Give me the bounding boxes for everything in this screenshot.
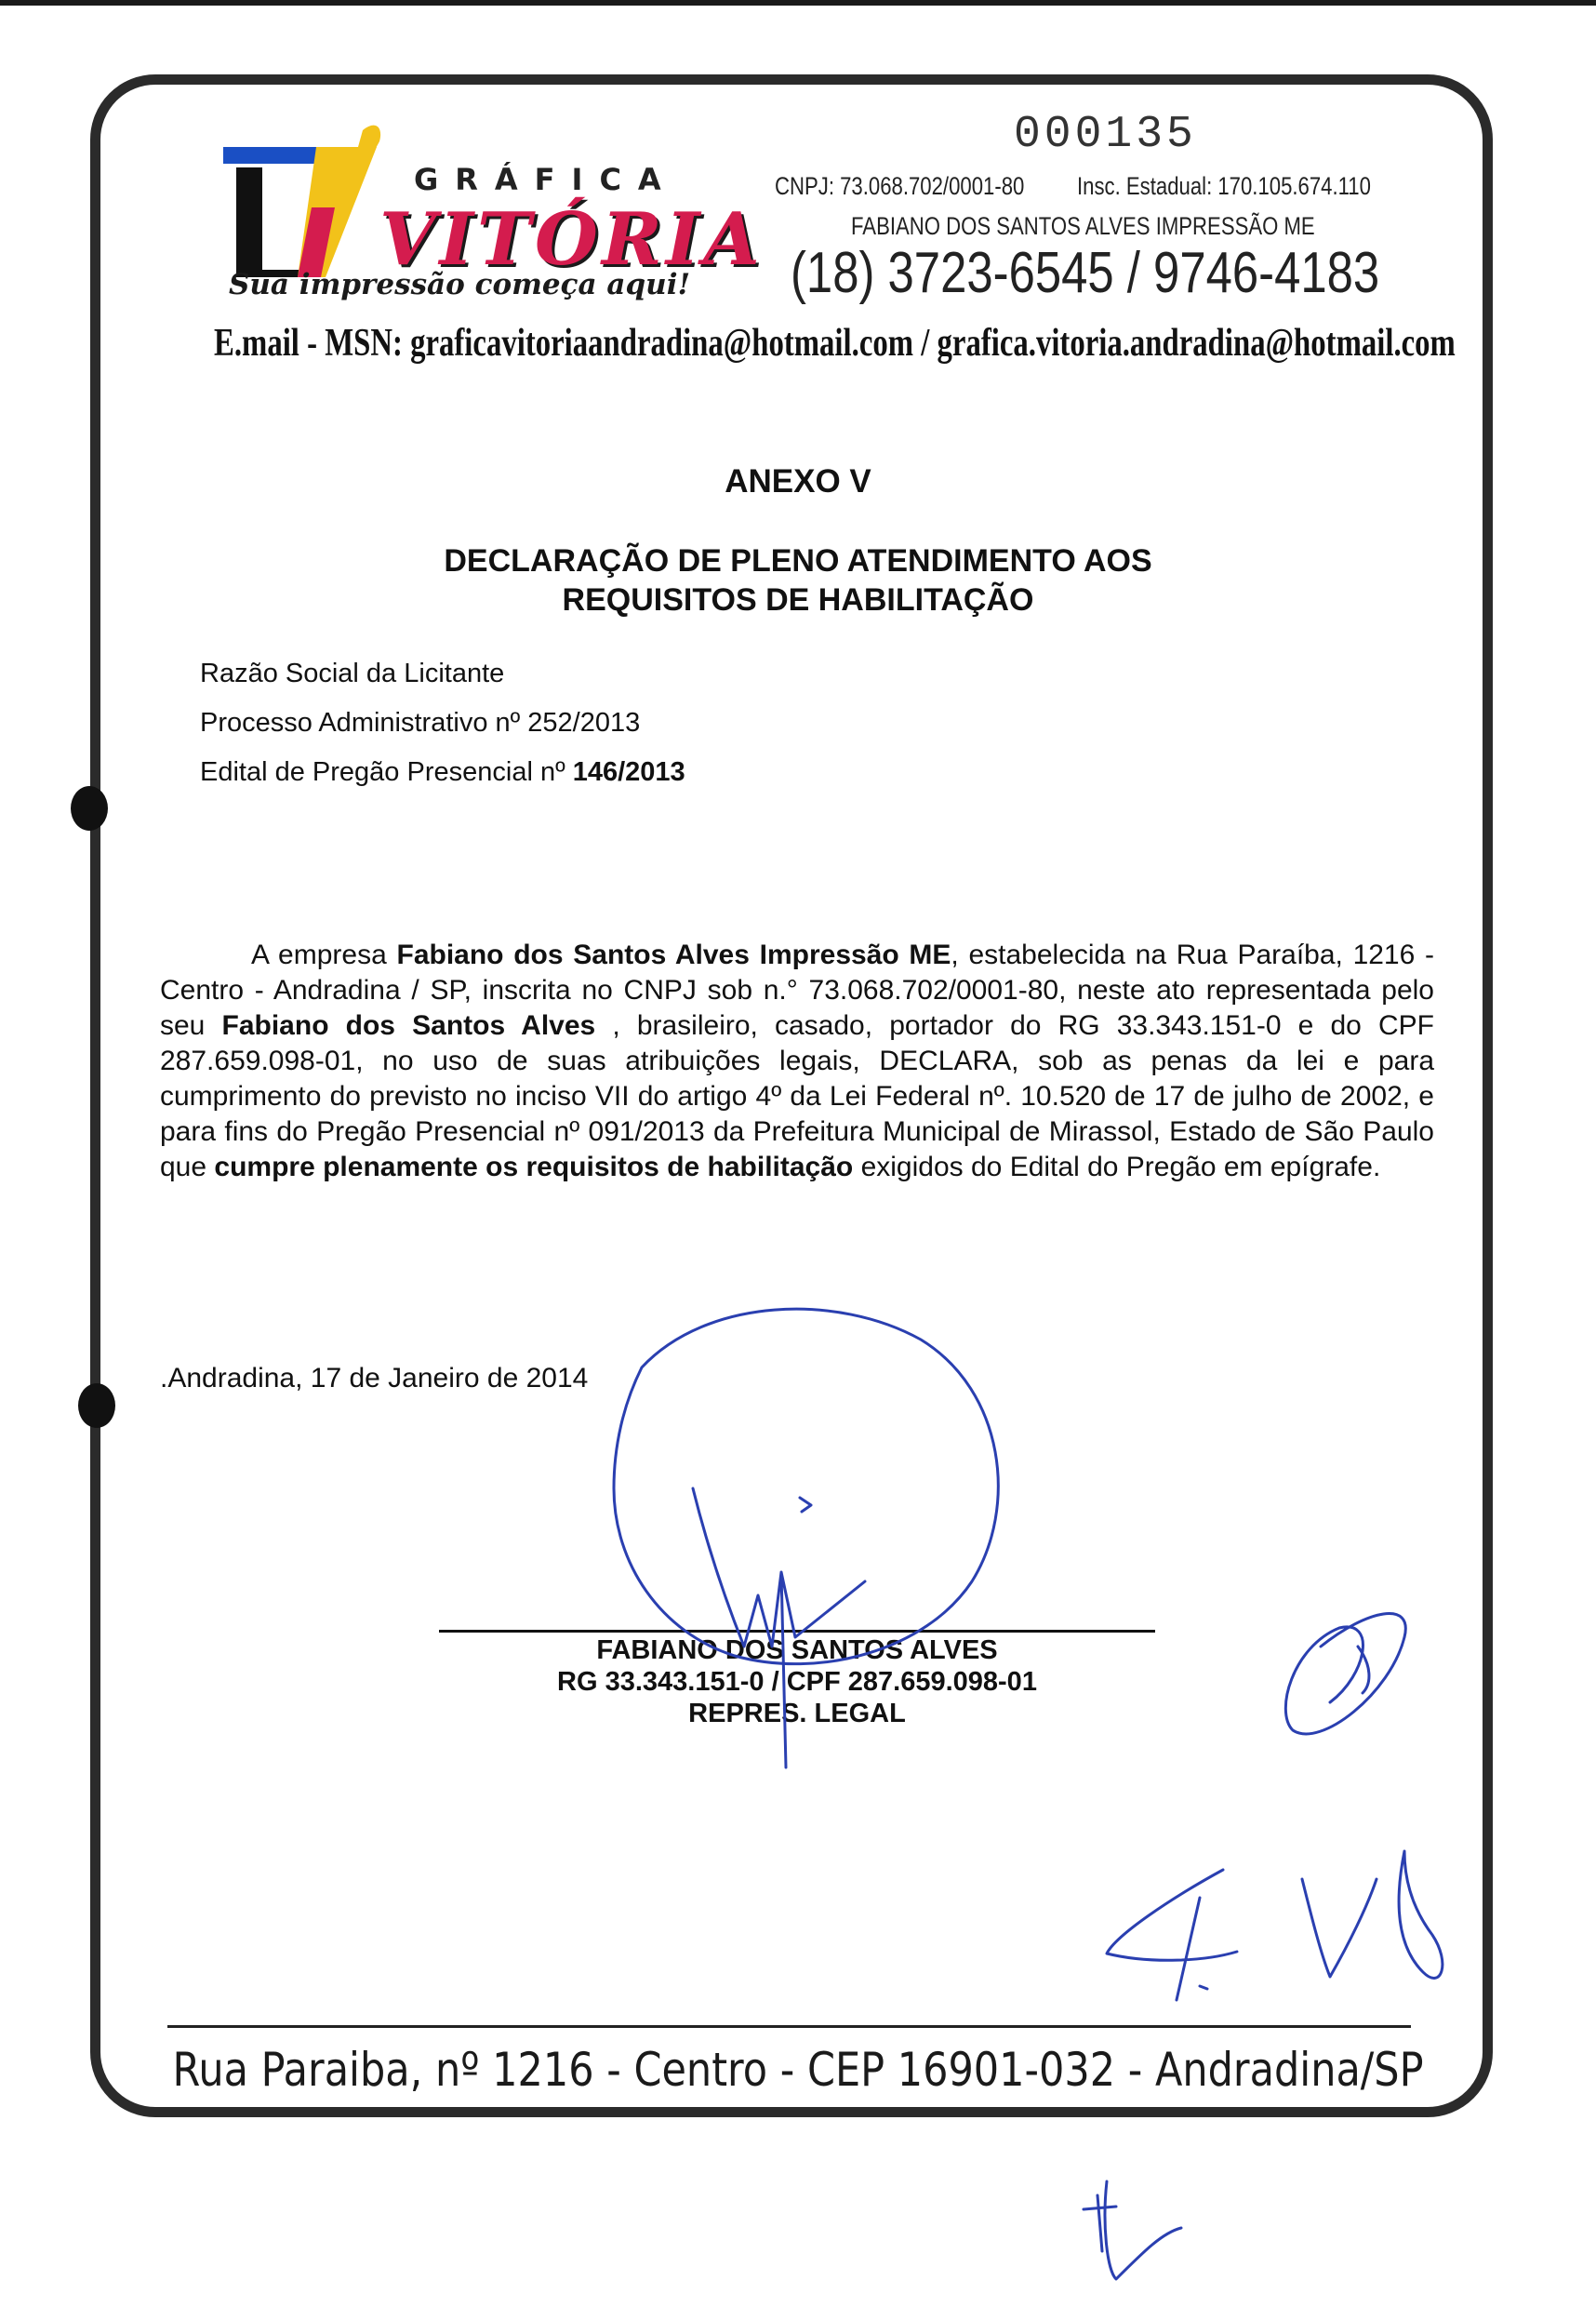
field-company-name: Razão Social da Licitante xyxy=(200,659,505,688)
body-part-1: A empresa xyxy=(251,940,397,970)
letterhead-owner: FABIANO DOS SANTOS ALVES IMPRESSÃO ME xyxy=(851,212,1315,240)
letterhead-phones: (18) 3723-6545 / 9746-4183 xyxy=(791,241,1380,305)
declaration-title-line2: REQUISITOS DE HABILITAÇÃO xyxy=(562,582,1034,618)
declaration-title-line1: DECLARAÇÃO DE PLENO ATENDIMENTO AOS xyxy=(444,543,1152,579)
tender-notice-label: Edital de Pregão Presencial nº xyxy=(200,757,573,787)
punch-hole-bottom xyxy=(78,1383,115,1428)
signatory-documents: RG 33.343.151-0 / CPF 287.659.098-01 xyxy=(557,1667,1037,1697)
company-logo xyxy=(223,119,764,305)
body-part-4: exigidos do Edital do Pregão em epígrafe. xyxy=(853,1152,1381,1182)
signatory-name: FABIANO DOS SANTOS ALVES xyxy=(596,1635,998,1665)
field-tender-notice xyxy=(200,757,685,788)
logo-brand-main: VITÓRIA xyxy=(379,197,764,282)
logo-slogan: Sua impressão começa aqui! xyxy=(229,268,691,301)
field-process-number: Processo Administrativo nº 252/2013 xyxy=(200,708,641,738)
declaration-body xyxy=(160,938,1434,1185)
logo-brand-top: GRÁFICA xyxy=(414,162,678,197)
annex-heading: ANEXO V xyxy=(725,463,871,500)
footer-rule xyxy=(167,2025,1411,2028)
letterhead-email: E.mail - MSN: graficavitoriaandradina@hotmail.com / grafica.vitoria.andradina@hotmail.com xyxy=(214,322,1456,365)
declaration-title xyxy=(0,541,1596,620)
document-number: 000135 xyxy=(1014,110,1197,160)
body-company: Fabiano dos Santos Alves Impressão ME xyxy=(396,940,951,970)
place-and-date: .Andradina, 17 de Janeiro de 2014 xyxy=(160,1363,589,1394)
body-representative: Fabiano dos Santos Alves xyxy=(221,1010,596,1041)
body-part-2: , estabelecida na Rua Paraíba, 1216 - Centro - Andradina / SP, inscrita no CNPJ sob n.° 73.068.702/0001-80, neste ato representada pelo seu xyxy=(160,940,1434,1041)
punch-hole-top xyxy=(71,786,108,831)
body-part-3: , brasileiro, casado, portador do RG 33.343.151-0 e do CPF 287.659.098-01, no uso de suas atribuições legais, DECLARA, sob as penas da lei e para cumprimento do previsto no inciso VII do artigo 4º da Lei Federal nº. 10.520 de 17 de julho de 2002, e para fins do Pregão Presencial nº 091/2013 da Prefeitura Municipal de Mirassol, Estado de São Paulo que xyxy=(160,1010,1434,1182)
signatory-role: REPRES. LEGAL xyxy=(688,1699,906,1728)
letterhead-state-registration: Insc. Estadual: 170.105.674.110 xyxy=(1077,172,1371,200)
letterhead-cnpj: CNPJ: 73.068.702/0001-80 xyxy=(775,172,1025,200)
scan-top-edge xyxy=(0,0,1596,6)
footer-address: Rua Paraiba, nº 1216 - Centro - CEP 16901-032 - Andradina/SP xyxy=(172,2043,1424,2097)
body-emphasis: cumpre plenamente os requisitos de habilitação xyxy=(214,1152,854,1182)
signature-line xyxy=(439,1630,1155,1633)
tender-notice-number: 146/2013 xyxy=(572,757,685,787)
page-initial-bottom xyxy=(1084,2181,1181,2279)
